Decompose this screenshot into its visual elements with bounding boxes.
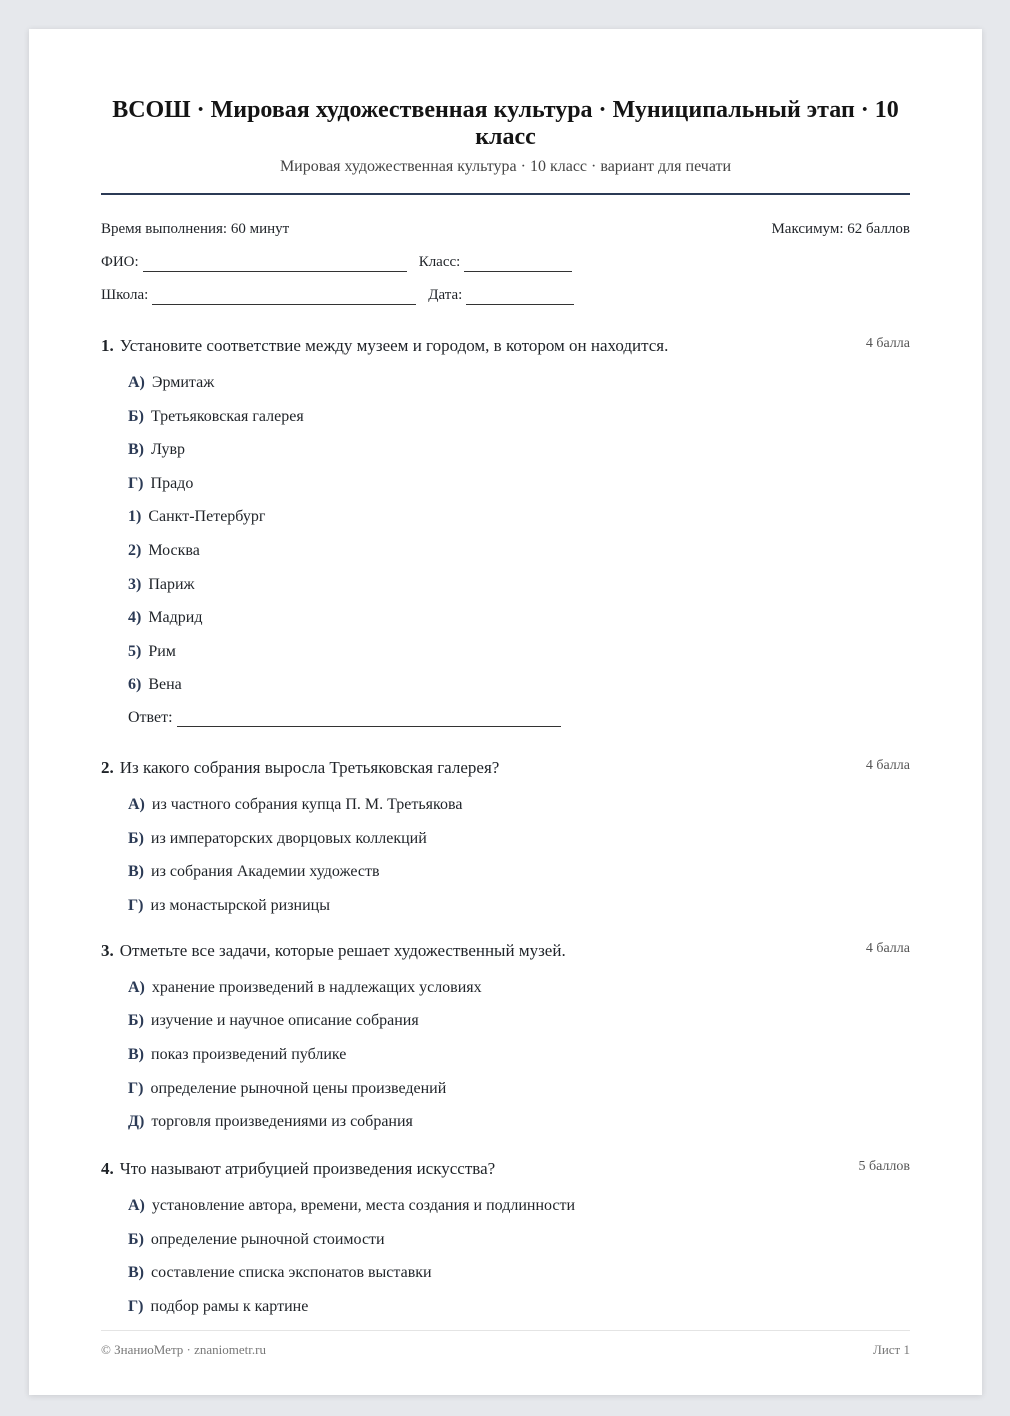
option-text: определение рыночной цены произведений — [150, 1079, 447, 1097]
option-text: Третьяковская галерея — [150, 407, 304, 425]
option-text: Москва — [148, 541, 200, 559]
option-text: из монастырской ризницы — [150, 896, 330, 914]
option-key: 5) — [128, 642, 142, 660]
option-item[interactable] — [128, 829, 910, 849]
option-key: Б) — [128, 1230, 144, 1248]
option-item[interactable] — [128, 507, 910, 527]
question-4-text — [101, 1158, 495, 1180]
question-1-prompt: Установите соответствие между музеем и городом, в котором он находится. — [119, 336, 669, 355]
question-1-options — [101, 373, 910, 695]
option-item[interactable] — [128, 373, 910, 393]
question-3-head — [101, 940, 910, 962]
question-4 — [101, 1158, 910, 1317]
answer-line[interactable] — [177, 712, 561, 727]
school-date-row — [101, 285, 910, 305]
option-text: Санкт-Петербург — [148, 508, 266, 526]
question-1 — [101, 335, 910, 727]
option-item[interactable] — [128, 1079, 910, 1099]
option-key: 1) — [128, 508, 142, 526]
option-key: Б) — [128, 1012, 144, 1030]
question-3-prompt: Отметьте все задачи, которые решает художественный музей. — [119, 940, 566, 960]
option-item[interactable] — [128, 575, 910, 595]
fio-class-row — [101, 252, 910, 272]
question-3-options — [101, 978, 910, 1132]
option-text: из императорских дворцовых коллекций — [150, 829, 427, 847]
option-key: Г) — [128, 896, 144, 914]
option-text: составление списка экспонатов выставки — [151, 1264, 432, 1282]
answer-label: Ответ: — [128, 708, 173, 726]
option-text: Эрмитаж — [151, 374, 215, 391]
question-1-head — [101, 335, 910, 357]
question-4-prompt: Что называют атрибуцией произведения искусства? — [119, 1159, 496, 1179]
option-key: Б) — [128, 829, 144, 847]
question-4-points: 5 баллов — [858, 1159, 910, 1175]
header-divider — [101, 193, 910, 195]
question-2-prompt: Из какого собрания выросла Третьяковская галерея? — [119, 757, 500, 777]
option-text: Рим — [148, 642, 176, 660]
page-sheet — [29, 29, 982, 1395]
option-key: Г) — [128, 1297, 144, 1315]
question-1-points: 4 балла — [865, 336, 910, 351]
option-item[interactable] — [128, 642, 910, 662]
question-2-head — [101, 757, 910, 779]
option-text: Лувр — [151, 441, 186, 459]
question-1-text — [101, 335, 668, 357]
school-line[interactable] — [152, 290, 416, 305]
class-label: Класс: — [418, 254, 461, 270]
option-item[interactable] — [128, 896, 910, 916]
option-key: А) — [128, 1197, 145, 1215]
option-text: подбор рамы к картине — [150, 1297, 309, 1315]
option-item[interactable] — [128, 1230, 910, 1250]
option-text: из частного собрания купца П. М. Третьякова — [151, 795, 463, 813]
page-content — [101, 29, 910, 1317]
question-3-points: 4 балла — [865, 940, 910, 956]
option-text: Вена — [148, 676, 182, 694]
option-item[interactable] — [128, 675, 910, 695]
option-key: 6) — [128, 676, 142, 694]
option-text: показ произведений публике — [151, 1045, 347, 1063]
option-item[interactable] — [128, 407, 910, 427]
date-line[interactable] — [466, 290, 574, 305]
option-item[interactable] — [128, 608, 910, 628]
footer-copyright: © ЗнаниоМетр · znaniometr.ru — [101, 1342, 266, 1357]
option-item[interactable] — [128, 862, 910, 882]
option-key: 3) — [128, 575, 142, 593]
max-score: Максимум: 62 баллов — [771, 221, 910, 237]
option-key: Г) — [128, 1079, 144, 1097]
question-2-text — [101, 757, 499, 779]
question-4-options — [101, 1196, 910, 1317]
question-2 — [101, 757, 910, 916]
option-key: В) — [128, 1045, 144, 1063]
page-footer — [101, 1330, 910, 1359]
option-item[interactable] — [128, 440, 910, 460]
option-item[interactable] — [128, 1045, 910, 1065]
page-subtitle: Мировая художественная культура · 10 класс · вариант для печати — [279, 158, 732, 175]
option-key: Д) — [128, 1113, 145, 1131]
option-key: В) — [128, 441, 144, 459]
time-limit: Время выполнения: 60 минут — [101, 221, 290, 237]
option-key: Г) — [128, 474, 144, 492]
option-key: 4) — [128, 609, 142, 627]
option-key: А) — [128, 795, 145, 813]
footer-sheet-number: Лист 1 — [873, 1342, 910, 1357]
option-text: из собрания Академии художеств — [151, 863, 380, 881]
school-label: Школа: — [101, 287, 149, 303]
option-key: 2) — [128, 541, 142, 559]
option-item[interactable] — [128, 541, 910, 561]
option-key: Б) — [128, 407, 144, 425]
option-item[interactable] — [128, 1196, 910, 1216]
fio-label: ФИО: — [101, 254, 139, 270]
option-key: В) — [128, 1264, 144, 1282]
question-3 — [101, 940, 910, 1132]
page-title: ВСОШ · Мировая художественная культура · Муниципальный этап · 10 класс — [112, 97, 899, 150]
meta-row — [101, 219, 910, 239]
class-line[interactable] — [464, 257, 572, 272]
option-key: А) — [128, 374, 145, 391]
option-item[interactable] — [128, 978, 910, 998]
fio-line[interactable] — [143, 257, 407, 272]
option-item[interactable] — [128, 1263, 910, 1283]
question-1-number: 1. — [101, 336, 114, 355]
question-4-number: 4. — [101, 1159, 114, 1179]
question-3-text — [101, 940, 566, 962]
option-text: установление автора, времени, места создания и подлинности — [151, 1197, 576, 1215]
question-2-points: 4 балла — [865, 757, 910, 773]
question-4-head — [101, 1158, 910, 1180]
option-item[interactable] — [128, 1112, 910, 1132]
option-text: Париж — [148, 575, 195, 593]
option-item[interactable] — [128, 1297, 910, 1317]
option-item[interactable] — [128, 1011, 910, 1031]
option-text: определение рыночной стоимости — [150, 1230, 385, 1248]
option-item[interactable] — [128, 474, 910, 494]
question-3-number: 3. — [101, 940, 114, 960]
option-text: Прадо — [150, 474, 194, 492]
option-key: А) — [128, 978, 145, 996]
option-item[interactable] — [128, 795, 910, 815]
date-label: Дата: — [428, 287, 463, 303]
option-text: изучение и научное описание собрания — [150, 1012, 419, 1030]
option-text: хранение произведений в надлежащих условиях — [151, 978, 482, 996]
question-2-number: 2. — [101, 757, 114, 777]
answer-row — [101, 709, 910, 727]
option-text: Мадрид — [148, 609, 203, 627]
option-key: В) — [128, 863, 144, 881]
question-2-options — [101, 795, 910, 916]
option-text: торговля произведениями из собрания — [151, 1113, 413, 1131]
